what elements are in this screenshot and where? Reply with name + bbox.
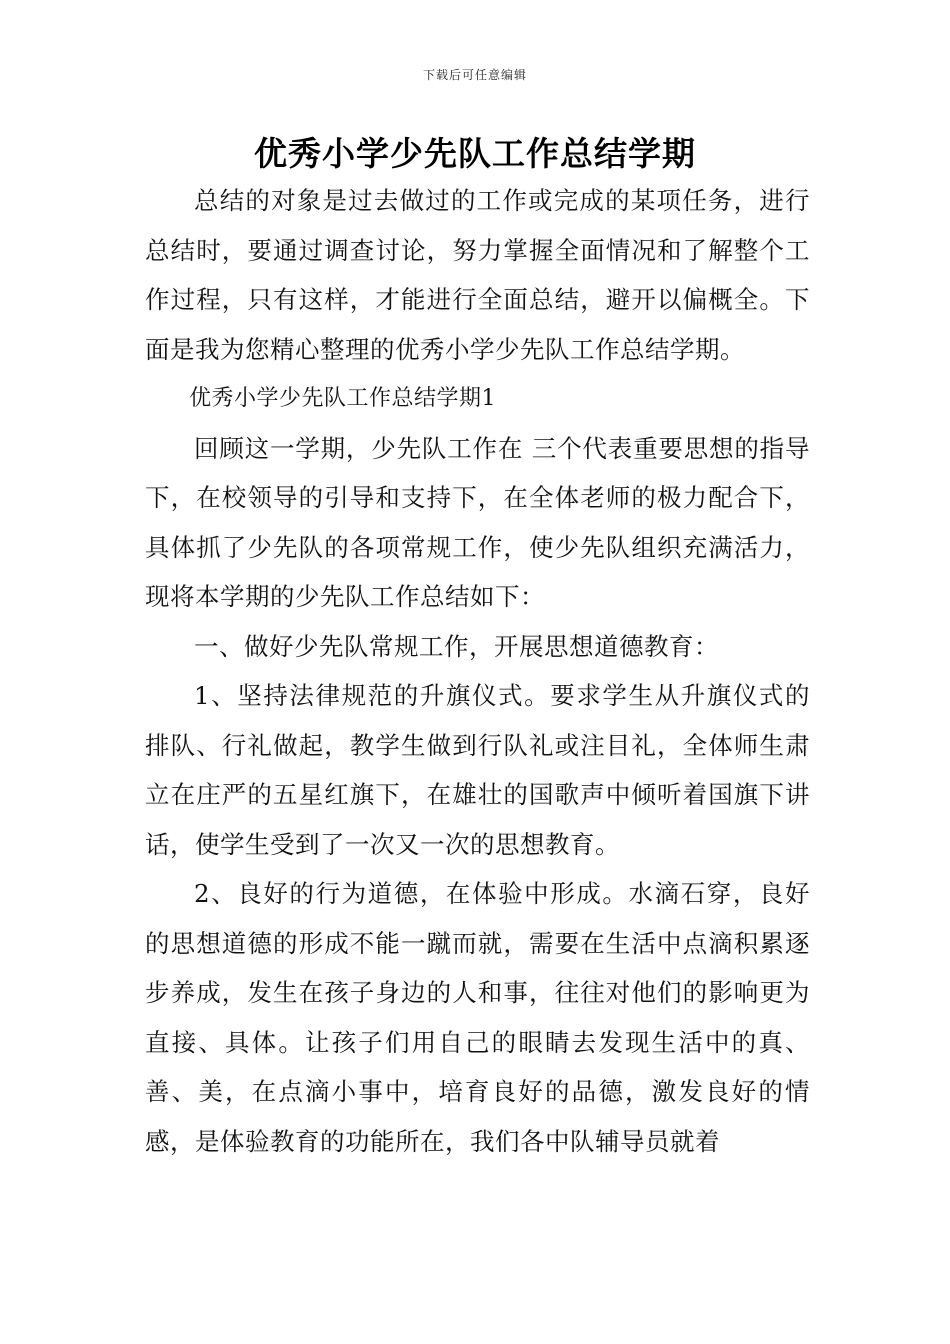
header-note: 下载后可任意编辑 (422, 68, 527, 82)
paragraph-review: 回顾这一学期，少先队工作在 三个代表重要思想的指导下，在校领导的引导和支持下，在全体老师的极力配合下，具体抓了少先队的各项常规工作，使少先队组织充满活力，现将本学期的少先队工作总结如下： (145, 433, 810, 611)
paragraph-intro: 总结的对象是过去做过的工作或完成的某项任务，进行总结时，要通过调查讨论，努力掌握全面情况和了解整个工作过程，只有这样，才能进行全面总结，避开以偏概全。下面是我为您精心整理的优秀小学少先队工作总结学期。 (145, 186, 810, 364)
paragraph-section-one: 一、做好少先队常规工作，开展思想道德教育： (194, 631, 719, 661)
document-title: 优秀小学少先队工作总结学期 (254, 134, 696, 173)
section-heading: 优秀小学少先队工作总结学期1 (189, 386, 496, 411)
paragraph-item-1: 1、坚持法律规范的升旗仪式。要求学生从升旗仪式的排队、行礼做起，教学生做到行队礼或注目礼，全体师生肃立在庄严的五星红旗下，在雄壮的国歌声中倾听着国旗下讲话，使学生受到了一次又一次的思想教育。 (145, 681, 810, 859)
document-body (145, 176, 810, 1166)
paragraph-item-2: 2、良好的行为道德，在体验中形成。水滴石穿，良好的思想道德的形成不能一蹴而就，需要在生活中点滴积累逐步养成，发生在孩子身边的人和事，往往对他们的影响更为直接、具体。让孩子们用自己的眼睛去发现生活中的真、善、美，在点滴小事中，培育良好的品德，激发良好的情感，是体验教育的功能所在，我们各中队辅导员就着 (145, 879, 810, 1156)
